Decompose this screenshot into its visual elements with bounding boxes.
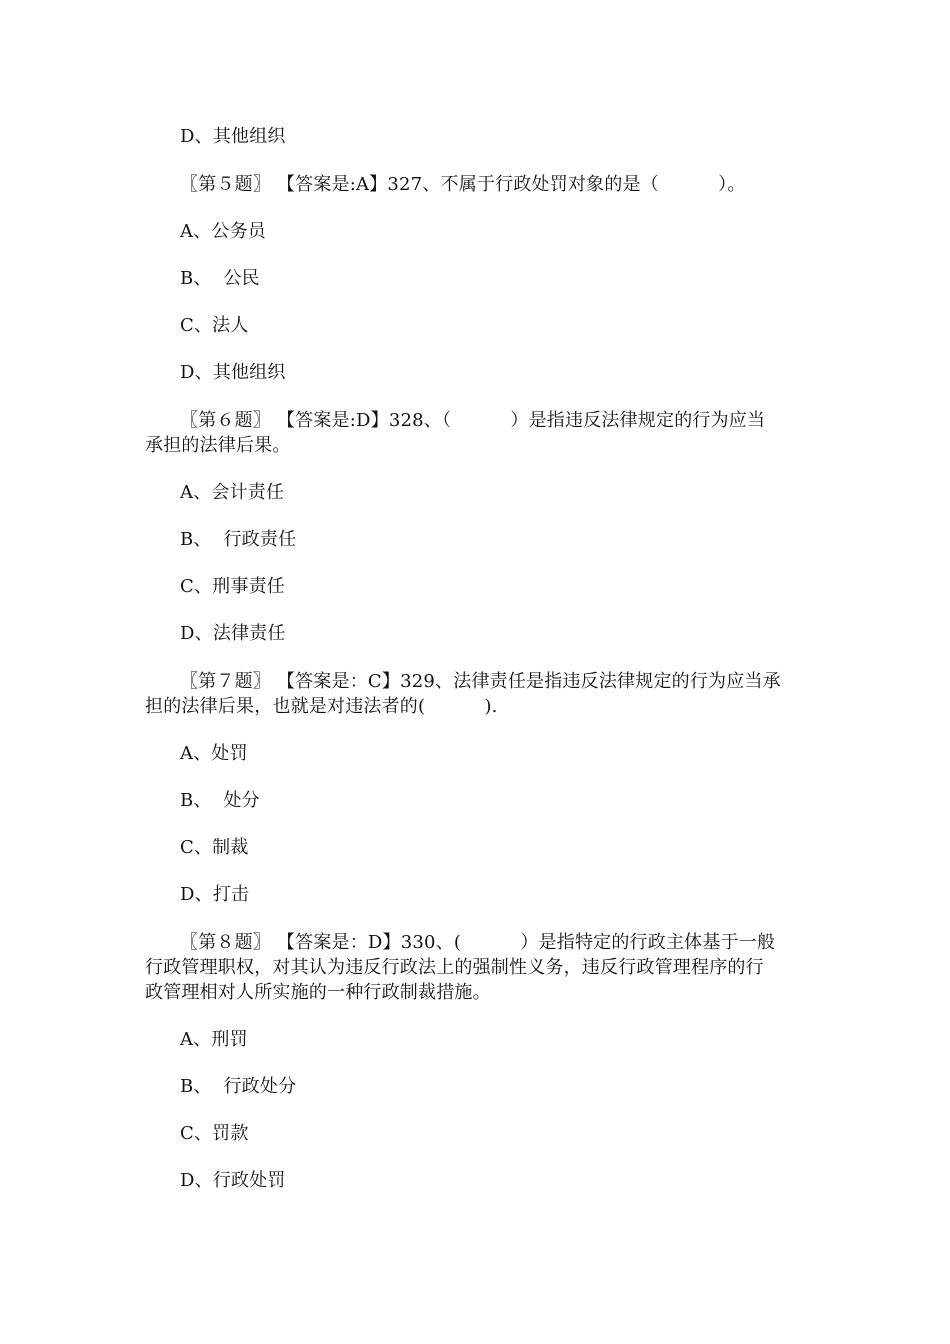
q6-option-d: D、法律责任	[180, 623, 286, 644]
q6-option-c: C、刑事责任	[180, 576, 285, 597]
q8-option-a: A、刑罚	[180, 1029, 248, 1050]
question-6-stem: 〖第６题〗 【答案是:D】328、（ ）是指违反法律规定的行为应当	[180, 410, 766, 431]
q7-option-b: B、 处分	[180, 790, 260, 811]
q5-option-a: A、公务员	[180, 221, 266, 242]
q5-option-d: D、其他组织	[180, 362, 286, 383]
question-8-stem-cont-2: 政管理相对人所实施的一种行政制裁措施。	[145, 982, 491, 1003]
q8-option-d: D、行政处罚	[180, 1170, 286, 1191]
prev-option-d: D、其他组织	[180, 126, 286, 147]
q8-option-c: C、罚款	[180, 1123, 249, 1144]
q6-option-a: A、会计责任	[180, 482, 285, 503]
question-8-stem-cont-1: 行政管理职权，对其认为违反行政法上的强制性义务，违反行政管理程序的行	[145, 957, 764, 978]
q5-option-c: C、法人	[180, 315, 249, 336]
question-6-stem-cont: 承担的法律后果。	[145, 435, 291, 456]
question-5-stem: 〖第５题〗 【答案是:A】327、不属于行政处罚对象的是（ ）。	[180, 174, 746, 195]
question-7-stem-cont: 担的法律后果，也就是对违法者的( ).	[145, 696, 498, 717]
question-7-stem: 〖第７题〗 【答案是：C】329、法律责任是指违反法律规定的行为应当承	[180, 671, 781, 692]
question-8-stem: 〖第８题〗 【答案是：D】330、( ）是指特定的行政主体基于一般	[180, 932, 776, 953]
q7-option-a: A、处罚	[180, 743, 248, 764]
q7-option-c: C、制裁	[180, 837, 249, 858]
q7-option-d: D、打击	[180, 884, 250, 905]
q6-option-b: B、 行政责任	[180, 529, 297, 550]
q8-option-b: B、 行政处分	[180, 1076, 297, 1097]
q5-option-b: B、 公民	[180, 268, 260, 289]
